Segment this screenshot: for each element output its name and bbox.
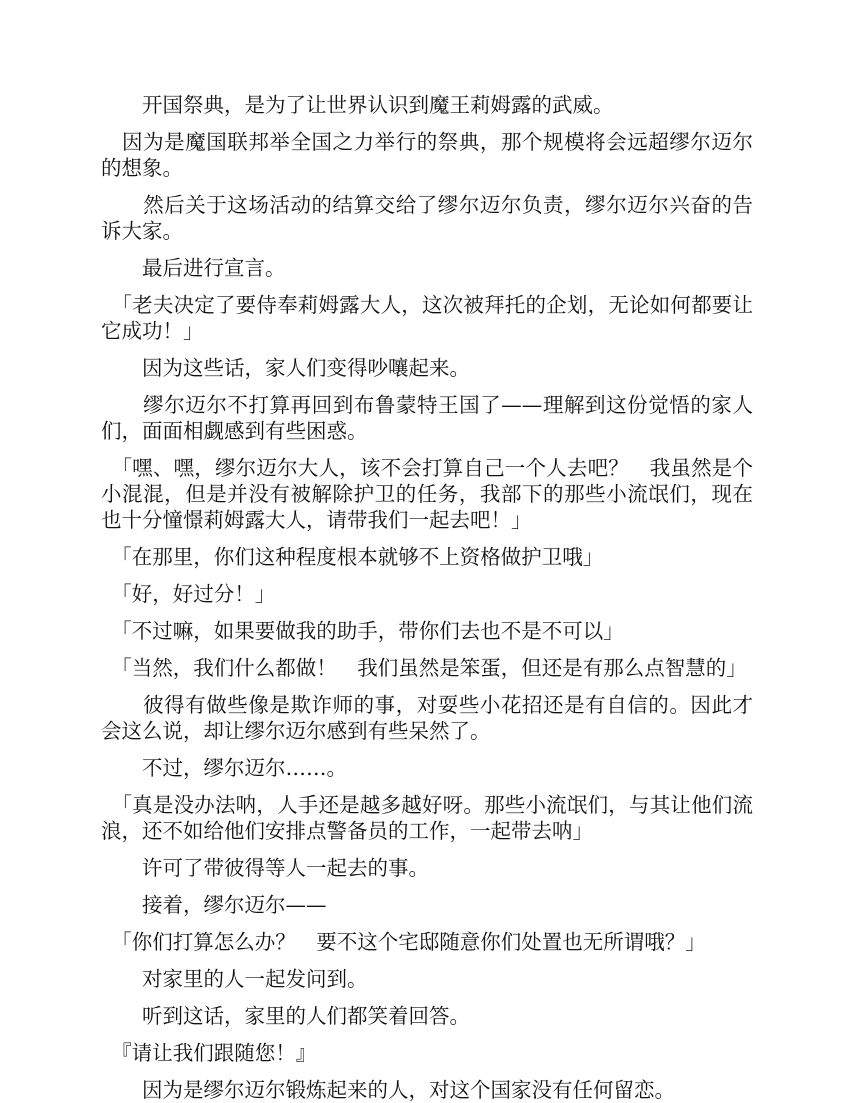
paragraph-8: 「嘿、嘿，缪尔迈尔大人，该不会打算自己一个人去吧？ 我虽然是个小混混，但是并没有被解除护卫的任务，我部下的那些小流氓们，现在也十分憧憬莉姆露大人，请带我们一起去吧！」 [101,456,753,532]
paragraph-9: 「在那里，你们这种程度根本就够不上资格做护卫哦」 [101,545,604,569]
paragraph-16: 许可了带彼得等人一起去的事。 [101,856,429,880]
paragraph-18: 「你们打算怎么办？ 要不这个宅邸随意你们处置也无所谓哦？」 [101,930,706,954]
paragraph-10: 「好，好过分！」 [101,582,276,606]
paragraph-5: 「老夫决定了要侍奉莉姆露大人，这次被拜托的企划，无论如何都要让它成功！」 [101,293,753,343]
paragraph-12: 「当然，我们什么都做！ 我们虽然是笨蛋，但还是有那么点智慧的」 [101,656,747,680]
paragraph-17: 接着，缪尔迈尔—— [101,893,327,917]
paragraph-7: 缪尔迈尔不打算再回到布鲁蒙特王国了——理解到这份觉悟的家人们，面面相觑感到有些困惑。 [101,393,753,443]
paragraph-2: 因为是魔国联邦举全国之力举行的祭典，那个规模将会远超缪尔迈尔的想象。 [101,130,753,180]
paragraph-14: 不过，缪尔迈尔……。 [101,756,347,780]
paragraph-15: 「真是没办法呐，人手还是越多越好呀。那些小流氓们，与其让他们流浪，还不如给他们安排点警备员的工作，一起带去呐」 [101,793,753,843]
paragraph-21: 『请让我们跟随您！』 [101,1041,317,1065]
paragraph-22: 因为是缪尔迈尔锻炼起来的人，对这个国家没有任何留恋。 [101,1078,675,1102]
paragraph-6: 因为这些话，家人们变得吵嚷起来。 [101,356,470,380]
paragraph-1: 开国祭典，是为了让世界认识到魔王莉姆露的武威。 [101,93,614,117]
paragraph-11: 「不过嘛，如果要做我的助手，带你们去也不是不可以」 [101,619,624,643]
paragraph-19: 对家里的人一起发问到。 [101,967,368,991]
paragraph-4: 最后进行宣言。 [101,256,286,280]
document-body [101,92,753,1103]
paragraph-13: 彼得有做些像是欺诈师的事，对耍些小花招还是有自信的。因此才会这么说，却让缪尔迈尔感到有些呆然了。 [101,693,753,743]
paragraph-3: 然后关于这场活动的结算交给了缪尔迈尔负责，缪尔迈尔兴奋的告诉大家。 [101,193,753,243]
paragraph-20: 听到这话，家里的人们都笑着回答。 [101,1004,470,1028]
